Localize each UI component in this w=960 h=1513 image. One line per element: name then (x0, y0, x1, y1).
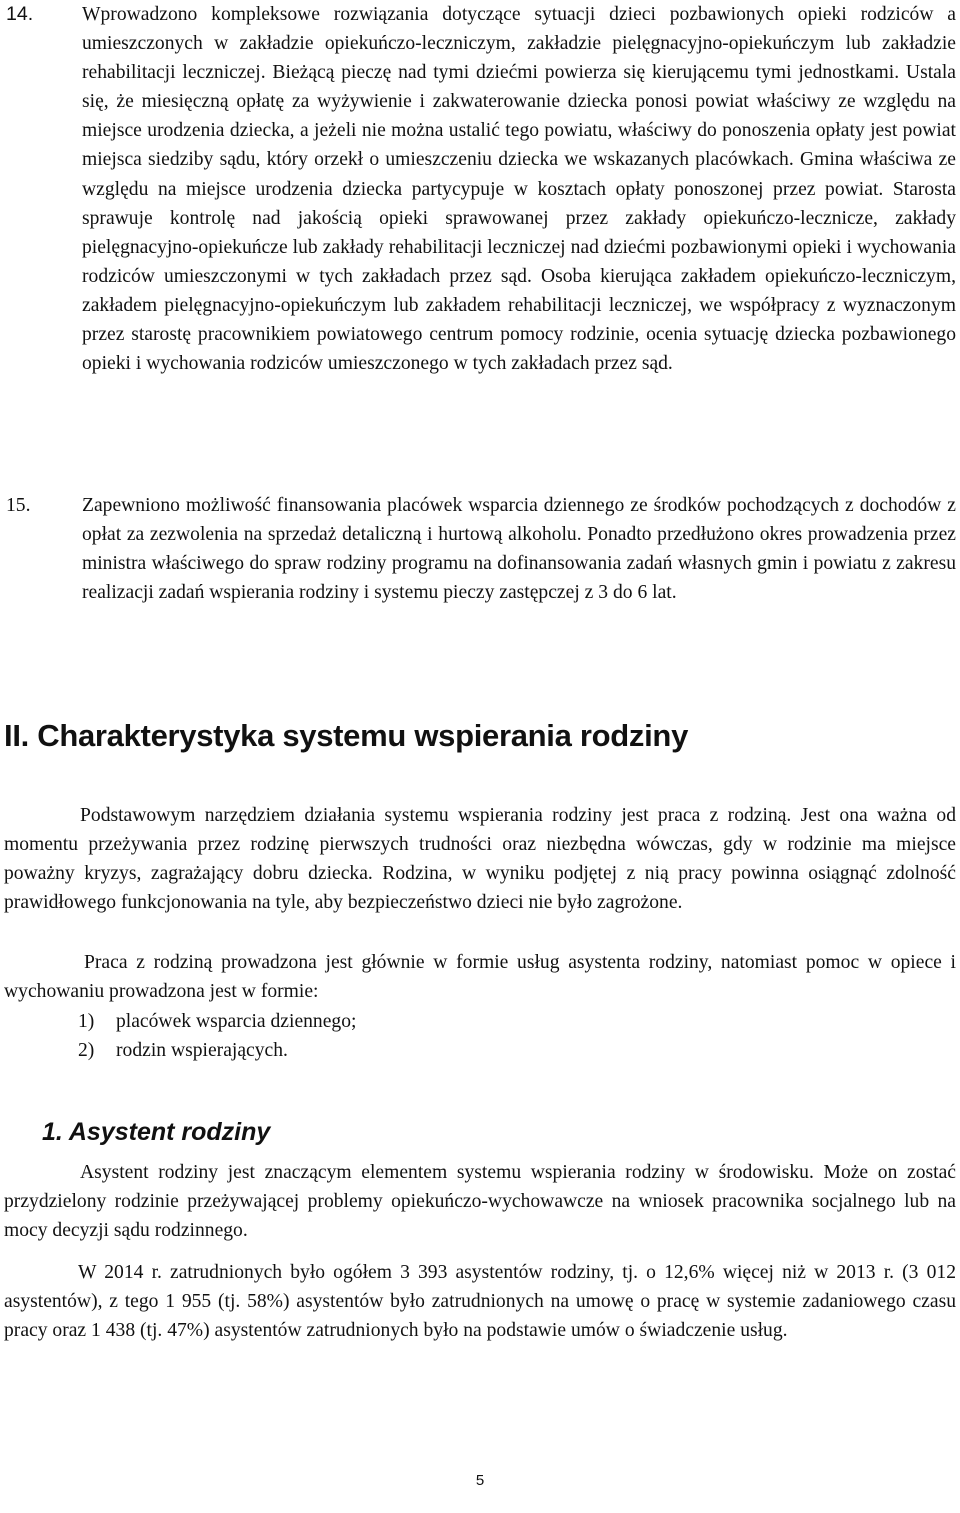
item-text: Zapewniono możliwość finansowania placówek wsparcia dziennego ze środków pochodzących z dochodów z opłat za zezwolenia na sprzedaż detaliczną i hurtową alkoholu. Ponadto przedłużono okres prowadzenia przez ministra właściwego do spraw rodziny programu na dofinansowania zadań własnych gmin i powiatu z zakresu realizacji zadań wspierania rodziny i systemu pieczy zastępczej z 3 do 6 lat. (82, 495, 956, 604)
paragraph: W 2014 r. zatrudnionych było ogółem 3 393 asystentów rodziny, tj. o 12,6% więcej niż w 2013 r. (3 012 asystentów), z tego 1 955 (tj. 58%) asystentów było zatrudnionych na umowę o pracę w systemie zadaniowego czasu pracy oraz 1 438 (tj. 47%) asystentów zatrudnionych było na podstawie umów o świadczenie usług. (4, 1262, 956, 1342)
item-text: Wprowadzono kompleksowe rozwiązania dotyczące sytuacji dzieci pozbawionych opieki rodziców a umieszczonych w zakładzie opiekuńczo-leczniczym, zakładzie pielęgnacyjno-opiekuńczym lub zakładzie rehabilitacji leczniczej. Bieżącą pieczę nad tymi dziećmi powierza się kierującemu tymi jednostkami. Ustala się, że miesięczną opłatę za wyżywienie i zakwaterowanie dziecka ponosi powiat właściwy ze względu na miejsce urodzenia dziecka, a jeżeli nie można ustalić tego powiatu, właściwy do ponoszenia opłaty jest powiat miejsca siedziby sądu, który orzekł o umieszczeniu dziecka we wskazanych placówkach. Gmina właściwa ze względu na miejsce urodzenia dziecka partycypuje w kosztach opłaty ponoszonej przez powiat. Starosta sprawuje kontrolę nad jakością opieki sprawowanej przez zakłady opiekuńczo-lecznicze, zakłady pielęgnacyjno-opiekuńcze lub zakłady rehabilitacji leczniczej nad dziećmi pozbawionymi opieki i wychowania rodziców umieszczonymi w tych zakładach przez sąd. Osoba kierująca zakładem opiekuńczo-leczniczym, zakładem pielęgnacyjno-opiekuńczym lub zakładem rehabilitacji leczniczej, we współpracy z wyznaczonym przez starostę pracownikiem powiatowego centrum pomocy rodzinie, ocenia sytuację dziecka pozbawionego opieki i wychowania rodziców umieszczonego w tych zakładach przez sąd. (82, 4, 956, 375)
list-number: 1) (78, 1011, 95, 1032)
item-number: 14. (6, 3, 34, 25)
page-number: 5 (475, 1472, 485, 1489)
list-item (78, 1036, 356, 1065)
paragraph: Podstawowym narzędziem działania systemu wspierania rodziny jest praca z rodziną. Jest ona ważna od momentu przeżywania przez rodzinę pierwszych trudności oraz niezbędna wówczas, gdy w rodzinie ma miejsce poważny kryzys, zagrażający dobru dziecka. Rodzina, w wyniku podjętej z nią pracy powinna osiągnąć zdolność prawidłowego funkcjonowania na tyle, aby bezpieczeństwo dzieci nie było zagrożone. (4, 805, 956, 914)
list-text: rodzin wspierających. (116, 1040, 288, 1062)
list-text: placówek wsparcia dziennego; (116, 1011, 357, 1032)
subsection-heading: 1. Asystent rodziny (42, 1118, 271, 1146)
paragraph: Praca z rodziną prowadzona jest głównie w formie usług asystenta rodziny, natomiast pomoc w opiece i wychowaniu prowadzona jest w formie: (4, 952, 956, 1003)
list-number: 2) (78, 1040, 95, 1062)
list-item (78, 1007, 356, 1036)
section-heading: II. Charakterystyka systemu wspierania rodziny (4, 718, 689, 753)
list-item-15 (4, 491, 956, 607)
list-item-14 (4, 0, 956, 378)
paragraph: Asystent rodziny jest znaczącym elementem systemu wspierania rodziny w środowisku. Może on zostać przydzielony rodzinie przeżywającej problemy opiekuńczo-wychowawcze na wniosek pracownika socjalnego lub na mocy decyzji sądu rodzinnego. (4, 1162, 956, 1242)
forms-list (78, 1007, 356, 1065)
item-number: 15. (6, 495, 31, 516)
